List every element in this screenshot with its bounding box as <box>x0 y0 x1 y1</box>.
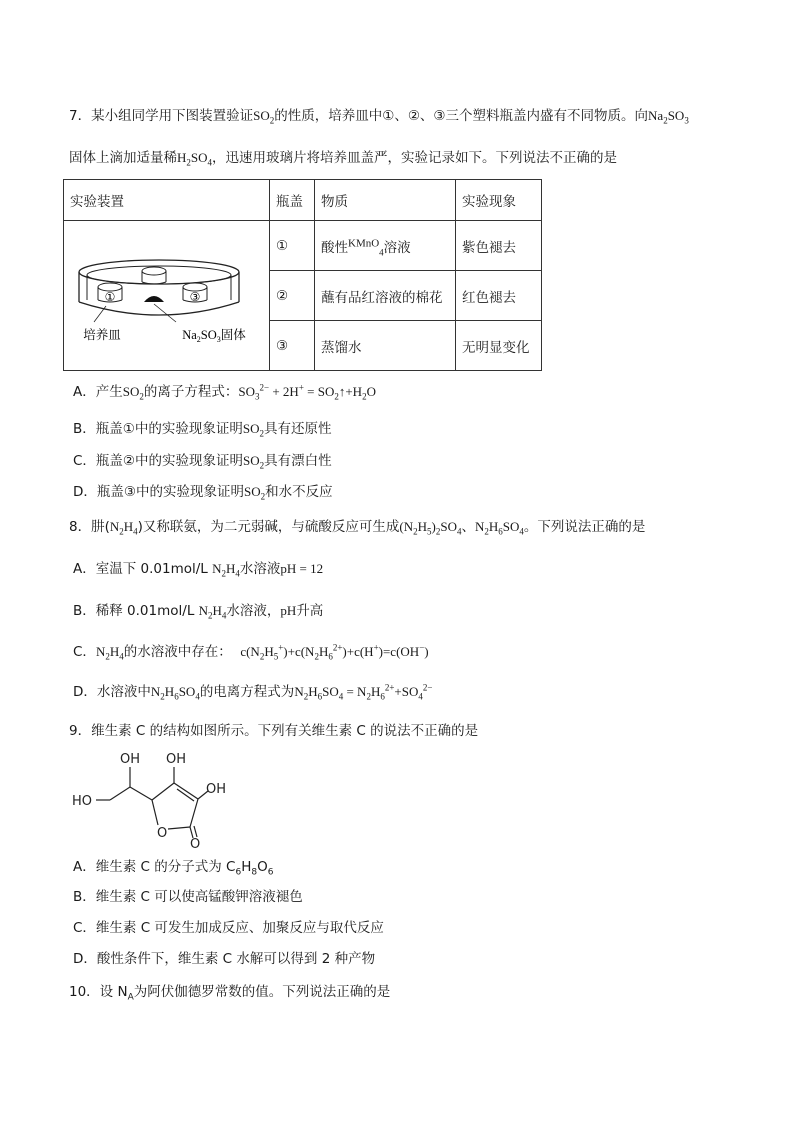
experiment-table <box>63 179 542 371</box>
label-solid: $Na_2SO_3$固体 <box>182 327 246 344</box>
label-dish: 培养皿 <box>83 327 121 342</box>
apparatus-cell <box>64 221 270 371</box>
vitamin-c-structure <box>70 745 240 850</box>
header-phenomenon: 实验现象 <box>456 180 542 221</box>
q8-stem: 8．肼$(N_2H_4)$又称联氨，为二元弱碱，与硫酸反应可生成$(N_2H_5)_2SO_4$、$N_2H_6SO_4$。下列说法正确的是 <box>69 519 646 537</box>
q7-stem-line1: 7．某小组同学用下图装置验证$SO_2$的性质，培养皿中①、②、③三个塑料瓶盖内盛有不同物质。向$Na_2SO_3$ <box>69 108 689 126</box>
q7-option-d: D．瓶盖③中的实验现象证明$SO_2$和水不反应 <box>73 484 333 502</box>
q8-option-a: A．室温下 0.01mol/L $N_2H_4$水溶液pH = 12 <box>73 561 324 579</box>
petri-dish-diagram <box>64 222 269 369</box>
row1-phenomenon: 紫色褪去 <box>456 221 542 271</box>
q9-option-d: D．酸性条件下，维生素 C 水解可以得到 2 种产物 <box>73 951 376 967</box>
q8-option-d: D．水溶液中$N_2H_6SO_4$的电离方程式为$N_2H_6SO_4 = N_2H_6^{2+}+SO_4^{2-}$ <box>73 682 433 702</box>
row2-phenomenon: 红色褪去 <box>456 271 542 321</box>
q9-option-c: C．维生素 C 可发生加成反应、加聚反应与取代反应 <box>73 920 384 936</box>
q7-option-a: A．产生$SO_2$的离子方程式：$SO_3^{2-} + 2H^+$ = $SO_2↑+H_2O$ <box>73 382 376 402</box>
oh-top-left-label: OH <box>120 752 141 767</box>
q7-option-c: C．瓶盖②中的实验现象证明$SO_2$具有漂白性 <box>73 453 332 471</box>
cap-label-1: ① <box>104 290 116 304</box>
q8-option-c: C．$N_2H_4$的水溶液中存在： $c(N_2H_5^+)+c(N_2H_6^{2+})+c(H^+)=c(OH^-)$ <box>73 642 429 662</box>
cap-label-3: ③ <box>189 290 201 304</box>
q9-option-b: B．维生素 C 可以使高锰酸钾溶液褪色 <box>73 889 303 905</box>
header-substance: 物质 <box>315 180 456 221</box>
q9-stem: 9．维生素 C 的结构如图所示。下列有关维生素 C 的说法不正确的是 <box>69 723 479 739</box>
row2-substance: 蘸有品红溶液的棉花 <box>315 271 456 321</box>
row3-cap: ③ <box>270 321 315 371</box>
oh-right-label: OH <box>206 782 227 797</box>
row3-phenomenon: 无明显变化 <box>456 321 542 371</box>
row1-cap: ① <box>270 221 315 271</box>
row1-substance: 酸性$^{KMnO}_4$溶液 <box>315 221 456 271</box>
q8-option-b: B．稀释 0.01mol/L $N_2H_4$水溶液，pH升高 <box>73 603 324 621</box>
carbonyl-o-label: O <box>190 837 201 850</box>
header-cap: 瓶盖 <box>270 180 315 221</box>
ring-o-label: O <box>157 826 168 841</box>
solid-pile <box>144 296 164 302</box>
q10-stem: 10．设 $N_A$为阿伏伽德罗常数的值。下列说法正确的是 <box>69 984 391 1003</box>
row3-substance: 蒸馏水 <box>315 321 456 371</box>
ho-left-label: HO <box>72 794 93 809</box>
q7-stem-line2: 固体上滴加适量稀$H_2SO_4$，迅速用玻璃片将培养皿盖严，实验记录如下。下列说法不正确的是 <box>69 150 618 168</box>
oh-top-right-label: OH <box>166 752 187 767</box>
q7-option-b: B．瓶盖①中的实验现象证明$SO_2$具有还原性 <box>73 421 332 439</box>
header-apparatus: 实验装置 <box>64 180 270 221</box>
q9-option-a: A．维生素 C 的分子式为 $C_6H_8O_6$ <box>73 859 274 878</box>
row2-cap: ② <box>270 271 315 321</box>
